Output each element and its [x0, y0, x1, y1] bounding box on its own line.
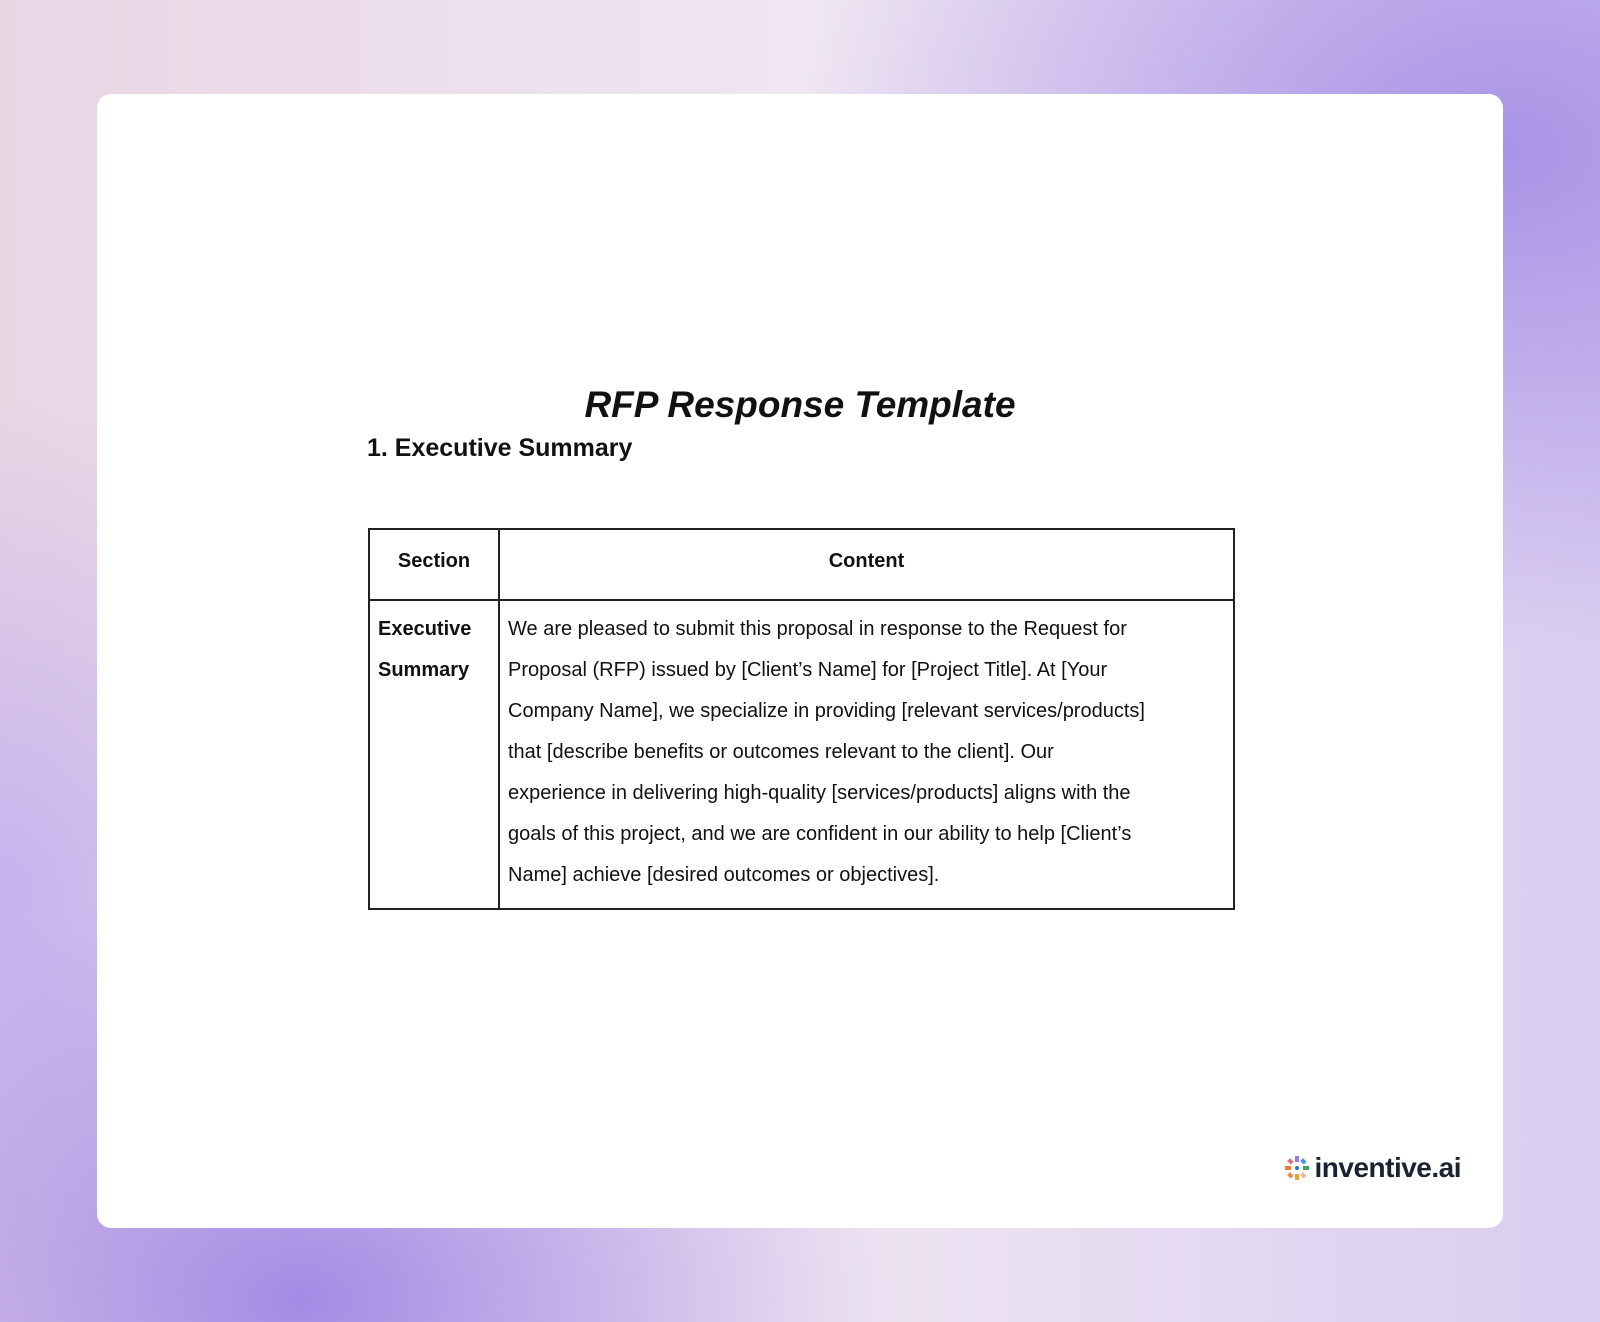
header-content: Content — [499, 529, 1234, 600]
content-line: experience in delivering high-quality [services/products] aligns with the — [508, 782, 1131, 804]
logo-text: inventive.ai — [1314, 1152, 1461, 1183]
pinwheel-logo-icon — [1284, 1155, 1310, 1181]
table-row — [369, 600, 1234, 909]
document-card — [97, 94, 1503, 1228]
table-header-row — [369, 529, 1234, 600]
document-title: RFP Response Template — [584, 384, 1016, 425]
content-line: that [describe benefits or outcomes relevant to the client]. Our — [508, 741, 1054, 763]
summary-table — [368, 528, 1235, 910]
section-heading: 1. Executive Summary — [367, 434, 633, 462]
content-line: goals of this project, and we are confident in our ability to help [Client’s — [508, 823, 1132, 845]
content-line: Proposal (RFP) issued by [Client’s Name] for [Project Title]. At [Your — [508, 659, 1108, 681]
inventive-logo — [1284, 1152, 1461, 1184]
section-line: Executive — [378, 618, 472, 640]
section-line: Summary — [378, 659, 470, 681]
content-line: Company Name], we specialize in providing [relevant services/products] — [508, 700, 1145, 722]
content-line: Name] achieve [desired outcomes or objectives]. — [508, 864, 940, 886]
content-line: We are pleased to submit this proposal in response to the Request for — [508, 618, 1127, 640]
section-cell — [369, 600, 499, 909]
content-cell — [499, 600, 1234, 909]
header-section: Section — [369, 529, 499, 600]
